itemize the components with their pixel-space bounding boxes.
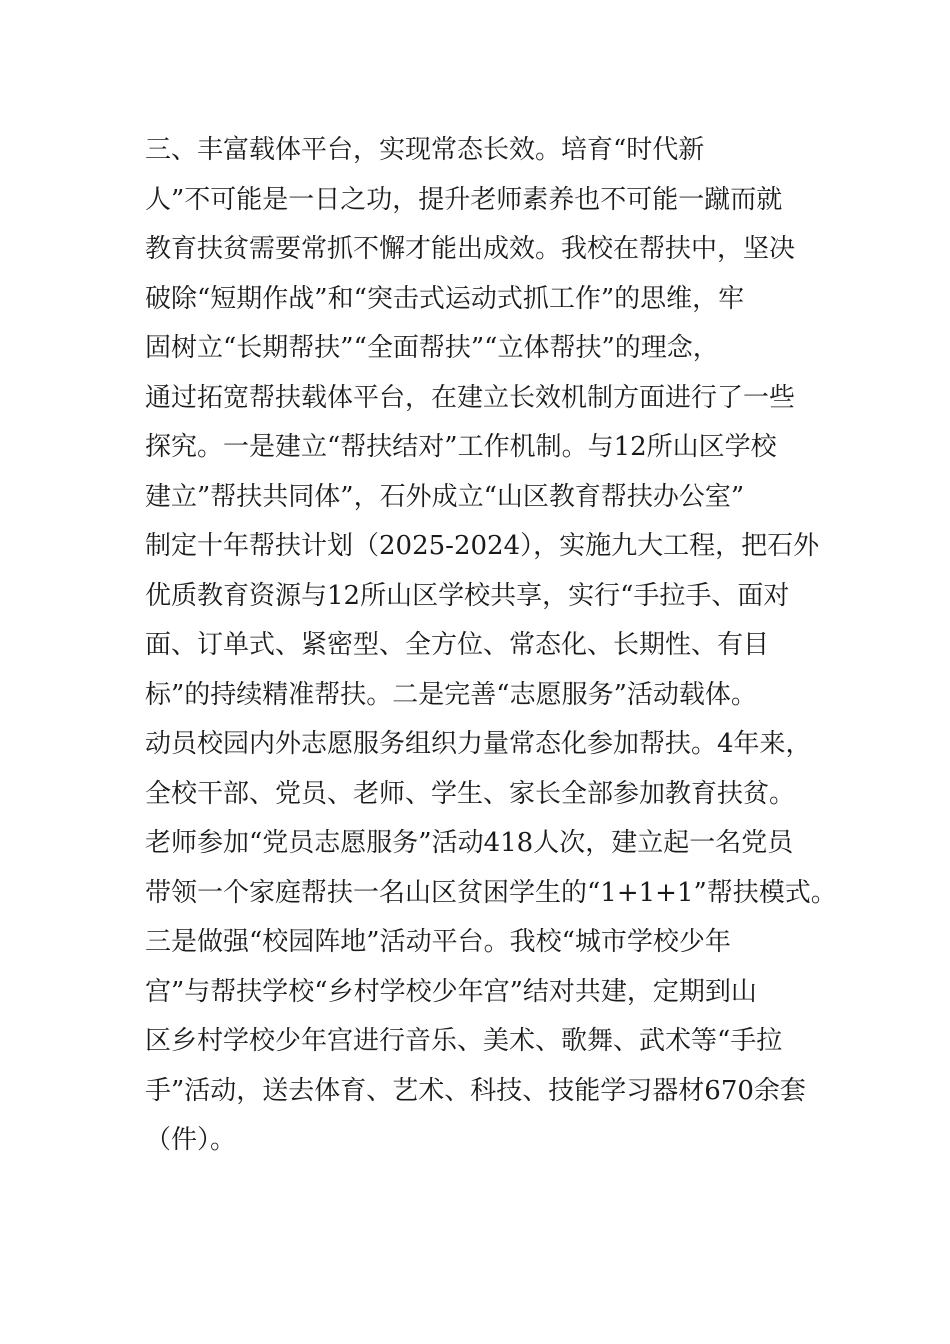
text-line: 三是做强“校园阵地”活动平台。我校“城市学校少年 <box>145 927 731 957</box>
body-paragraph <box>145 126 835 1166</box>
text-line: 全校干部、党员、老师、学生、家长全部参加教育扶贫。 <box>145 778 796 809</box>
text-line: 三、丰富载体平台，实现常态长效。培育“时代新 <box>145 135 705 165</box>
text-line: 宫”与帮扶学校“乡村学校少年宫”结对共建，定期到山 <box>145 976 757 1007</box>
text-line: 破除“短期作战”和“突击式运动式抓工作”的思维，牢 <box>145 283 745 314</box>
text-line: 通过拓宽帮扶载体平台，在建立长效机制方面进行了一些 <box>145 382 796 413</box>
text-line: 手”活动，送去体育、艺术、科技、技能学习器材670余套 <box>145 1075 806 1106</box>
text-line: 固树立“长期帮扶”“全面帮扶”“立体帮扶”的理念， <box>145 333 719 363</box>
text-line: 带领一个家庭帮扶一名山区贫困学生的“1+1+1”帮扶模式。 <box>145 877 837 908</box>
text-line: 制定十年帮扶计划（2025-2024），实施九大工程，把石外 <box>145 531 820 561</box>
text-line: 区乡村学校少年宫进行音乐、美术、歌舞、武术等“手拉 <box>145 1026 783 1056</box>
text-line: 建立”帮扶共同体”，石外成立“山区教育帮扶办公室” <box>145 481 745 512</box>
text-line: 面、订单式、紧密型、全方位、常态化、长期性、有目 <box>145 630 770 660</box>
text-line: 教育扶贫需要常抓不懈才能出成效。我校在帮扶中，坚决 <box>145 234 796 264</box>
text-line: 人”不可能是一日之功，提升老师素养也不可能一蹴而就 <box>145 184 783 215</box>
text-line: 优质教育资源与12所山区学校共享，实行“手拉手、面对 <box>145 580 790 611</box>
text-line: 动员校园内外志愿服务组织力量常态化参加帮扶。4年来， <box>145 729 812 759</box>
text-line: 探究。一是建立“帮扶结对”工作机制。与12所山区学校 <box>145 432 777 462</box>
text-line: 老师参加“党员志愿服务”活动418人次，建立起一名党员 <box>145 828 794 858</box>
text-line: （件）。 <box>145 1125 237 1155</box>
text-line: 标”的持续精准帮扶。二是完善“志愿服务”活动载体。 <box>145 679 757 710</box>
